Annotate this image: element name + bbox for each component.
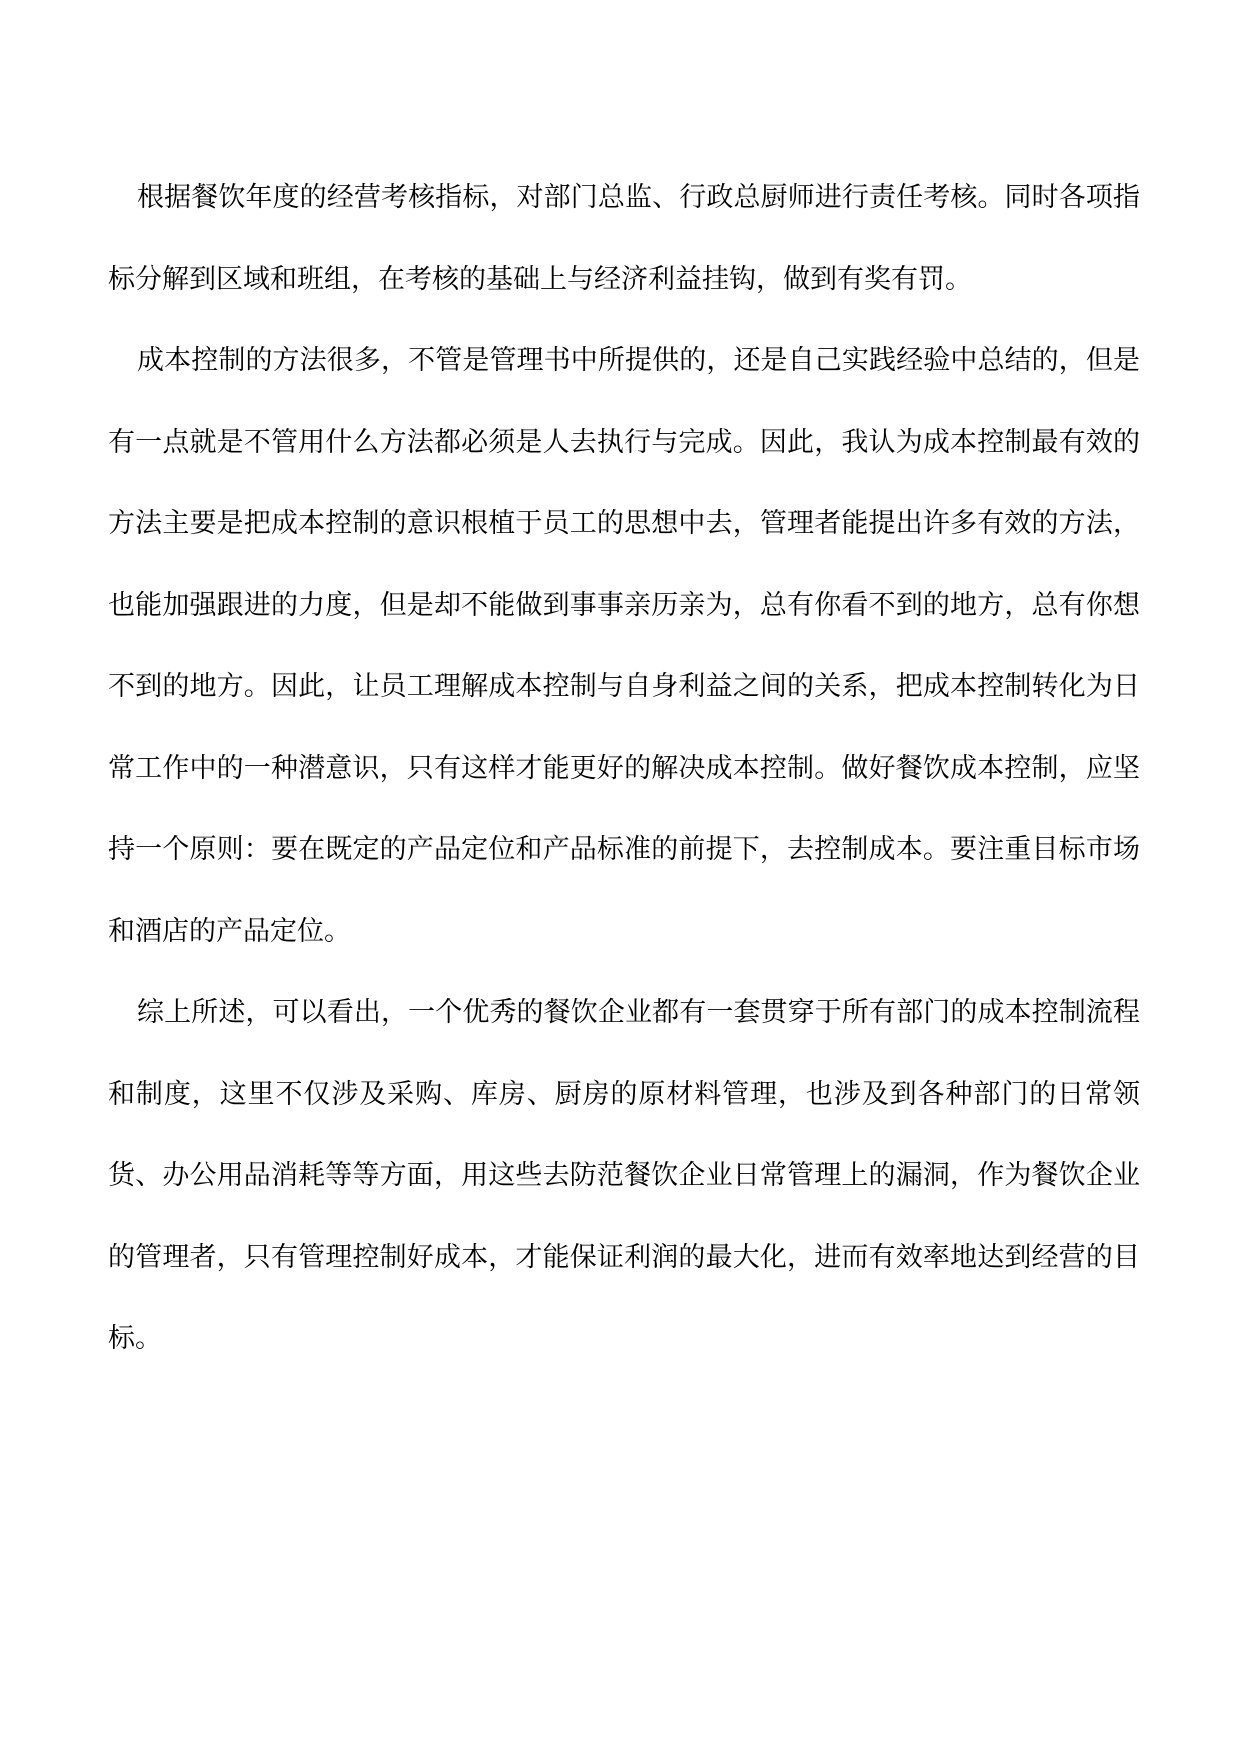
- document-body: [108, 157, 1140, 1380]
- paragraph-cost-control-methods: 成本控制的方法很多，不管是管理书中所提供的，还是自己实践经验中总结的，但是有一点就是不管用什么方法都必须是人去执行与完成。因此，我认为成本控制最有效的方法主要是把成本控制的意识根植于员工的思想中去，管理者能提出许多有效的方法，也能加强跟进的力度，但是却不能做到事事亲历亲为，总有你看不到的地方，总有你想不到的地方。因此，让员工理解成本控制与自身利益之间的关系，把成本控制转化为日常工作中的一种潜意识，只有这样才能更好的解决成本控制。做好餐饮成本控制，应坚持一个原则：要在既定的产品定位和产品标准的前提下，去控制成本。要注重目标市场和酒店的产品定位。: [108, 345, 1140, 947]
- paragraph-conclusion: 综上所述，可以看出，一个优秀的餐饮企业都有一套贯穿于所有部门的成本控制流程和制度，这里不仅涉及采购、库房、厨房的原材料管理，也涉及到各种部门的日常领货、办公用品消耗等等方面，用这些去防范餐饮企业日常管理上的漏洞，作为餐饮企业的管理者，只有管理控制好成本，才能保证利润的最大化，进而有效率地达到经营的目标。: [108, 997, 1140, 1354]
- paragraph-assessment: 根据餐饮年度的经营考核指标，对部门总监、行政总厨师进行责任考核。同时各项指标分解到区域和班组，在考核的基础上与经济利益挂钩，做到有奖有罚。: [108, 182, 1140, 295]
